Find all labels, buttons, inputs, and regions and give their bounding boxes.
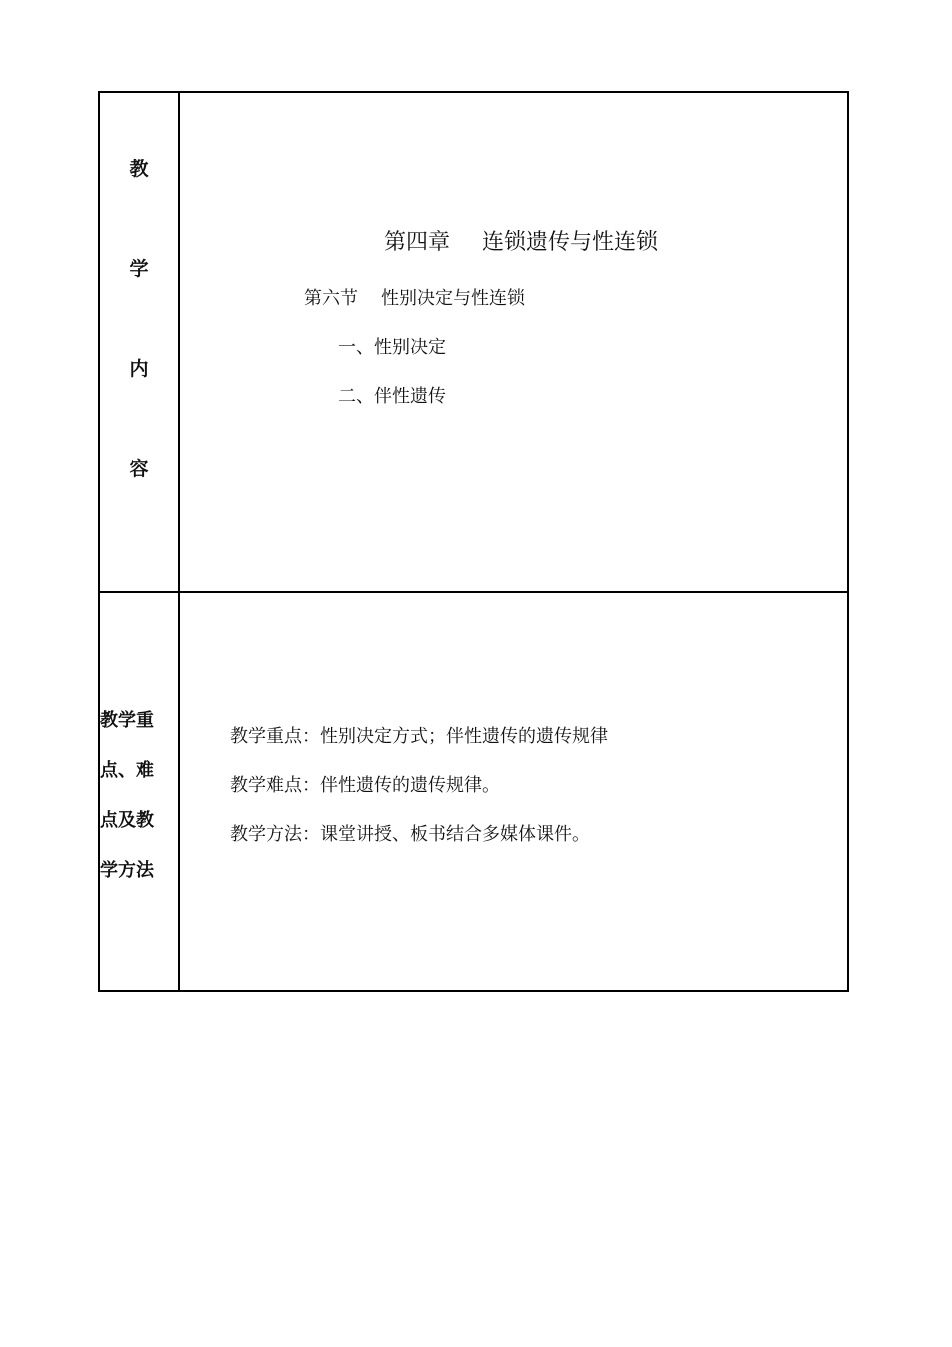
label-line: 学方法: [100, 860, 154, 881]
teaching-focus: 教学重点：性别决定方式；伴性遗传的遗传规律: [230, 726, 608, 747]
chapter-title: 第四章: [384, 230, 451, 255]
lesson-plan-table: [98, 91, 849, 992]
chapter-name: 连锁遗传与性连锁: [482, 230, 659, 255]
teaching-difficulty: 教学难点：伴性遗传的遗传规律。: [230, 775, 500, 796]
label-char: 内: [129, 358, 149, 380]
label-line: 点及教: [100, 810, 154, 831]
row-divider: [100, 591, 847, 593]
section-name: 性别决定与性连锁: [381, 288, 525, 309]
teaching-method: 教学方法：课堂讲授、板书结合多媒体课件。: [230, 824, 590, 845]
label-char: 学: [129, 258, 149, 280]
content-item: 二、伴性遗传: [338, 386, 446, 407]
label-line: 教学重: [100, 710, 154, 731]
section-title: 第六节: [304, 288, 358, 309]
label-line: 点、难: [100, 760, 154, 781]
label-char: 教: [129, 158, 149, 180]
content-item: 一、性别决定: [338, 337, 446, 358]
label-char: 容: [129, 458, 149, 480]
column-divider: [178, 93, 180, 990]
